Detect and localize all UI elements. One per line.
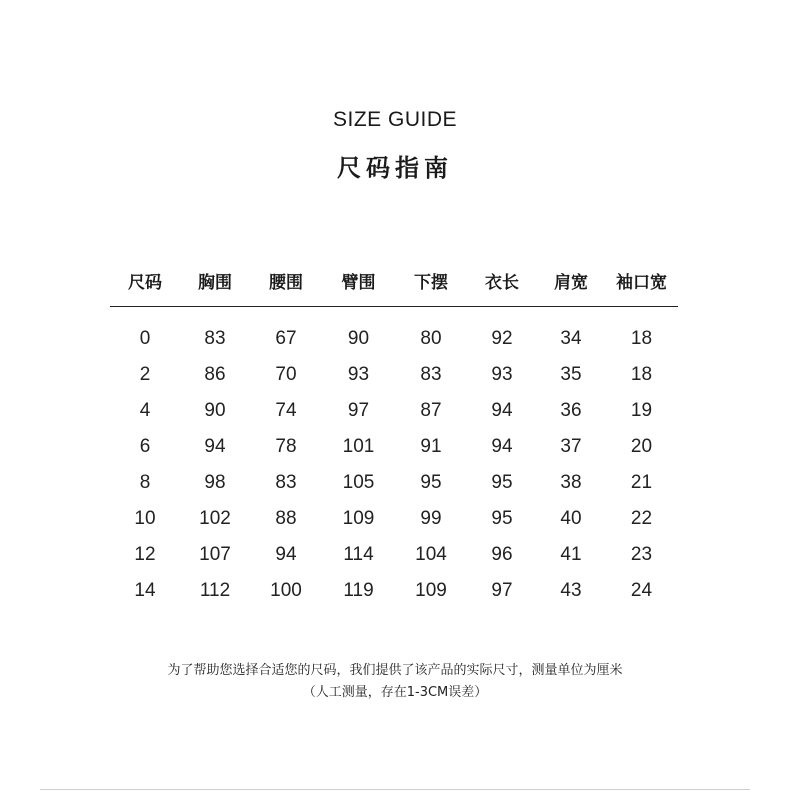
table-cell: 95 xyxy=(491,508,513,529)
table-cell: 83 xyxy=(275,472,297,493)
table-cell: 102 xyxy=(199,508,231,529)
table-row xyxy=(110,465,678,501)
table-cell: 83 xyxy=(204,328,226,349)
bottom-divider xyxy=(40,789,750,790)
table-row xyxy=(110,537,678,573)
table-header-row xyxy=(110,262,678,307)
table-cell: 80 xyxy=(420,328,442,349)
table-cell: 12 xyxy=(134,544,156,565)
table-cell: 36 xyxy=(560,400,582,421)
table-cell: 90 xyxy=(347,328,370,349)
table-cell: 70 xyxy=(275,364,297,385)
table-cell: 6 xyxy=(139,436,151,457)
column-header-size: 尺码 xyxy=(110,262,180,307)
table-cell: 14 xyxy=(134,580,156,601)
table-cell: 0 xyxy=(139,328,151,349)
table-cell: 97 xyxy=(491,580,513,601)
column-header-arm: 臂围 xyxy=(322,262,395,307)
table-cell: 98 xyxy=(204,472,226,493)
table-row xyxy=(110,573,678,609)
table-cell: 94 xyxy=(275,544,297,565)
page-title-chinese: 尺码指南 xyxy=(337,154,453,182)
table-cell: 18 xyxy=(630,328,653,349)
table-cell: 8 xyxy=(139,472,151,493)
table-cell: 19 xyxy=(630,400,653,421)
table-cell: 107 xyxy=(199,544,231,565)
table-cell: 104 xyxy=(415,544,447,565)
size-table xyxy=(110,262,678,609)
table-cell: 93 xyxy=(347,364,370,385)
table-cell: 10 xyxy=(134,508,156,529)
table-cell: 43 xyxy=(560,580,582,601)
table-cell: 21 xyxy=(630,472,653,493)
table-cell: 87 xyxy=(420,400,442,421)
measurement-note: 为了帮助您选择合适您的尺码，我们提供了该产品的实际尺寸，测量单位为厘米 xyxy=(167,663,623,678)
column-header-chest: 胸围 xyxy=(180,262,250,307)
table-cell: 94 xyxy=(491,400,513,421)
table-cell: 95 xyxy=(491,472,513,493)
table-cell: 94 xyxy=(491,436,513,457)
table-cell: 86 xyxy=(204,364,226,385)
table-cell: 88 xyxy=(275,508,297,529)
table-cell: 78 xyxy=(275,436,297,457)
table-cell: 2 xyxy=(139,364,151,385)
table-cell: 100 xyxy=(270,580,302,601)
column-header-hem: 下摆 xyxy=(395,262,467,307)
table-row xyxy=(110,501,678,537)
table-cell: 109 xyxy=(342,508,375,529)
measurement-error-note: （人工测量，存在1-3CM误差） xyxy=(302,685,488,700)
column-header-cuff: 袖口宽 xyxy=(605,262,678,307)
table-cell: 34 xyxy=(560,328,582,349)
table-cell: 35 xyxy=(560,364,582,385)
column-header-waist: 腰围 xyxy=(250,262,322,307)
table-cell: 94 xyxy=(204,436,226,457)
table-cell: 20 xyxy=(630,436,653,457)
column-header-shoulder: 肩宽 xyxy=(537,262,605,307)
table-cell: 99 xyxy=(420,508,442,529)
table-cell: 41 xyxy=(560,544,582,565)
table-row xyxy=(110,307,678,358)
table-cell: 91 xyxy=(420,436,442,457)
table-cell: 74 xyxy=(275,400,297,421)
table-cell: 40 xyxy=(560,508,582,529)
page-title-english: SIZE GUIDE xyxy=(332,108,458,131)
table-row xyxy=(110,393,678,429)
table-cell: 4 xyxy=(139,400,151,421)
table-cell: 67 xyxy=(275,328,297,349)
table-cell: 83 xyxy=(420,364,442,385)
table-cell: 112 xyxy=(199,580,231,601)
table-cell: 101 xyxy=(342,436,375,457)
table-cell: 109 xyxy=(415,580,447,601)
table-cell: 93 xyxy=(491,364,513,385)
table-row xyxy=(110,357,678,393)
table-row xyxy=(110,429,678,465)
table-cell: 119 xyxy=(343,580,374,601)
table-cell: 22 xyxy=(630,508,653,529)
table-cell: 90 xyxy=(204,400,226,421)
table-cell: 97 xyxy=(347,400,370,421)
column-header-length: 衣长 xyxy=(467,262,537,307)
table-cell: 18 xyxy=(630,364,653,385)
table-cell: 114 xyxy=(343,544,374,565)
table-cell: 95 xyxy=(420,472,442,493)
table-cell: 37 xyxy=(560,436,582,457)
table-cell: 24 xyxy=(630,580,653,601)
table-cell: 92 xyxy=(491,328,513,349)
table-cell: 96 xyxy=(491,544,513,565)
table-cell: 105 xyxy=(342,472,375,493)
table-cell: 38 xyxy=(560,472,582,493)
table-cell: 23 xyxy=(630,544,653,565)
